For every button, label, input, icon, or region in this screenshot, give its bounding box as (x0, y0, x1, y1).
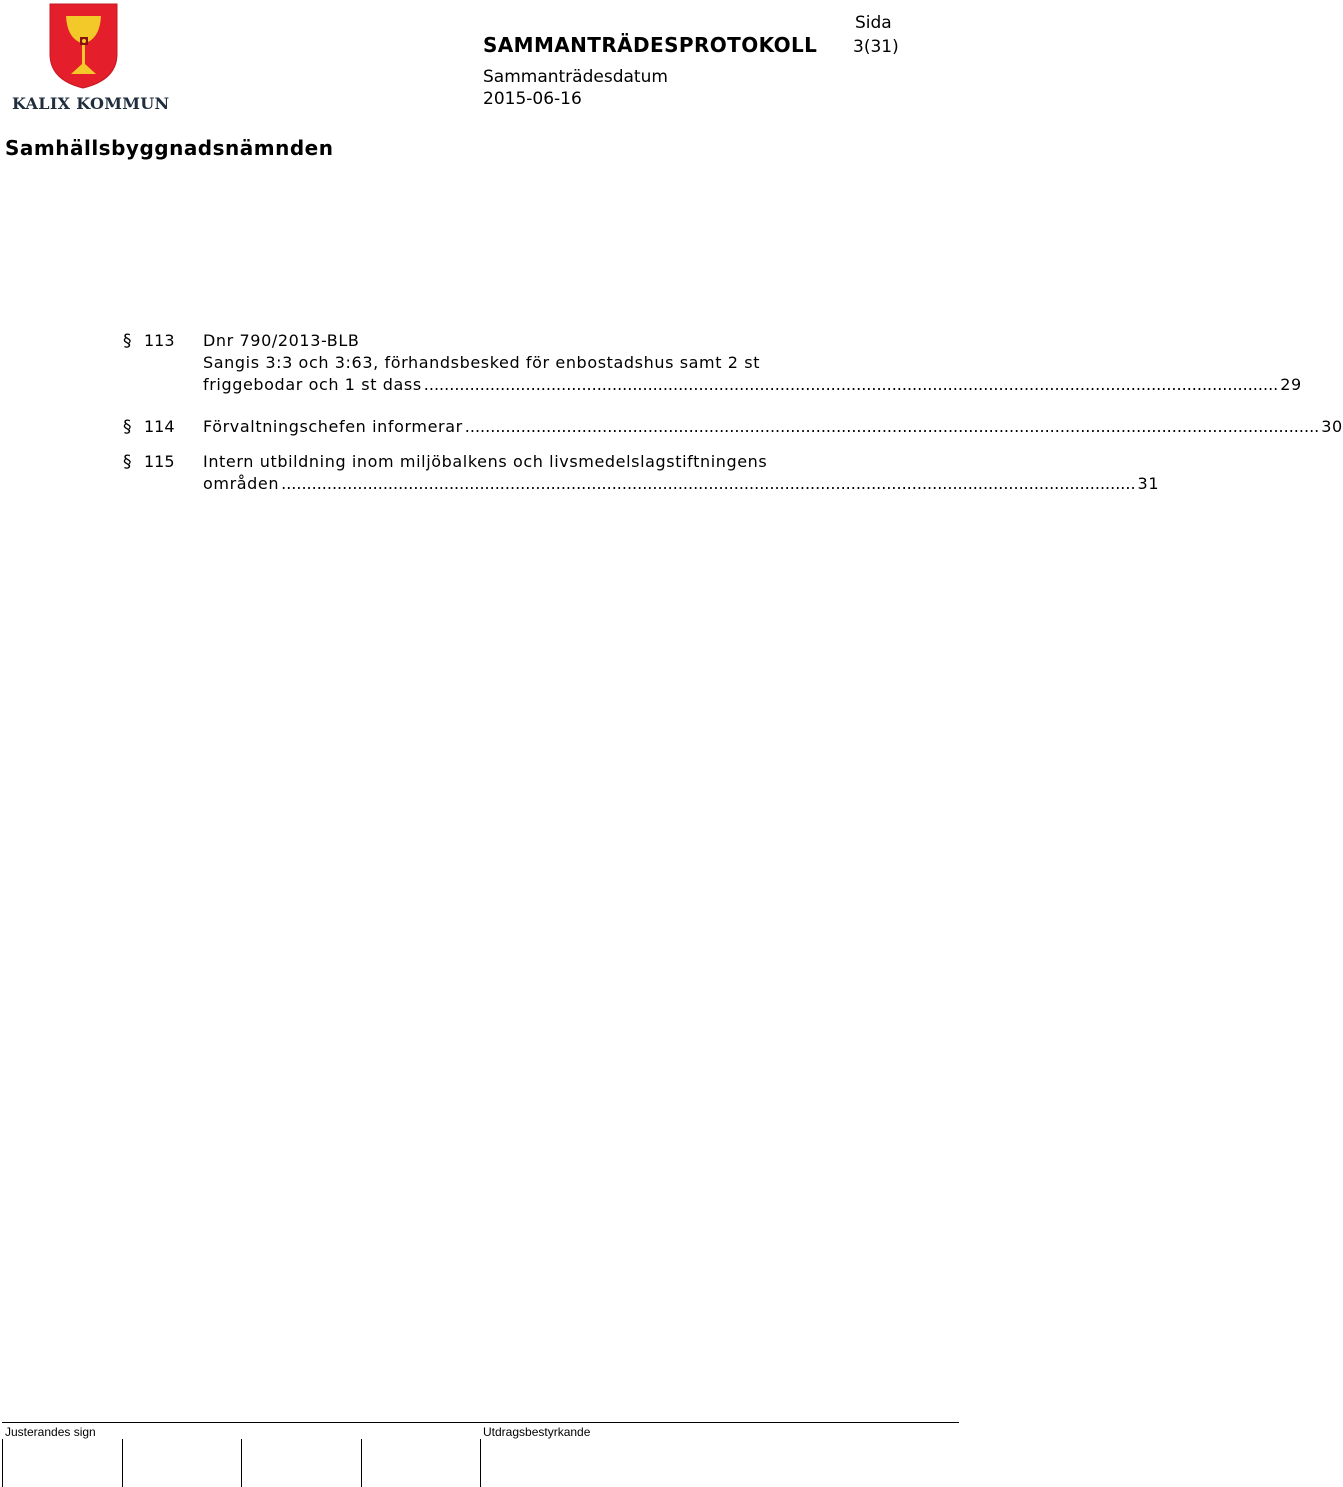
toc-page-number: 30 (1321, 417, 1343, 436)
toc-leader-line (203, 374, 1302, 396)
section-symbol: § (123, 331, 132, 351)
section-number: 114 (144, 417, 175, 436)
signature-box-divider (480, 1439, 481, 1487)
dot-leader: ........................................................................................................................................................................ (423, 375, 1279, 394)
toc-line: Intern utbildning inom miljöbalkens och livsmedelslagstiftningens (203, 452, 768, 471)
signature-box-divider (361, 1439, 362, 1487)
page-number: 3(31) (853, 37, 899, 57)
toc-page-number: 29 (1280, 375, 1302, 394)
signature-box-divider (122, 1439, 123, 1487)
signature-footer (2, 1422, 959, 1487)
toc-leader-line (203, 473, 1160, 495)
toc-title: Förvaltningschefen informerar (203, 417, 463, 436)
toc-page-number: 31 (1137, 474, 1160, 493)
coat-of-arms-icon (10, 2, 160, 92)
page-label: Sida (855, 13, 892, 33)
toc-entry-113[interactable] (120, 330, 1302, 396)
signature-box-divider (241, 1439, 242, 1487)
justerandes-sign-label: Justerandes sign (5, 1425, 96, 1439)
meeting-date: 2015-06-16 (483, 89, 582, 109)
toc-line: Sangis 3:3 och 3:63, förhandsbesked för enbostadshus samt 2 st (203, 353, 761, 372)
logo-text: KALIX KOMMUN (12, 94, 170, 113)
kalix-kommun-logo (10, 2, 170, 113)
toc-entry-115[interactable] (120, 451, 1160, 495)
toc-leader-line (203, 416, 1343, 438)
toc-entry-114[interactable] (120, 416, 1343, 438)
dot-leader: ........................................................................................................................................................................ (281, 474, 1136, 493)
dot-leader: ........................................................................................................................................................................ (464, 417, 1320, 436)
section-symbol: § (123, 452, 132, 472)
document-title: SAMMANTRÄDESPROTOKOLL (483, 33, 818, 57)
utdragsbestyrkande-label: Utdragsbestyrkande (483, 1425, 591, 1439)
meeting-date-label: Sammanträdesdatum (483, 67, 668, 87)
section-symbol: § (123, 417, 132, 437)
toc-title: områden (203, 474, 280, 493)
toc-title: friggebodar och 1 st dass (203, 375, 422, 394)
toc-line: Dnr 790/2013-BLB (203, 331, 360, 350)
section-number: 113 (144, 331, 175, 350)
committee-name: Samhällsbyggnadsnämnden (5, 136, 334, 160)
signature-box-divider (2, 1439, 3, 1487)
section-number: 115 (144, 452, 175, 471)
